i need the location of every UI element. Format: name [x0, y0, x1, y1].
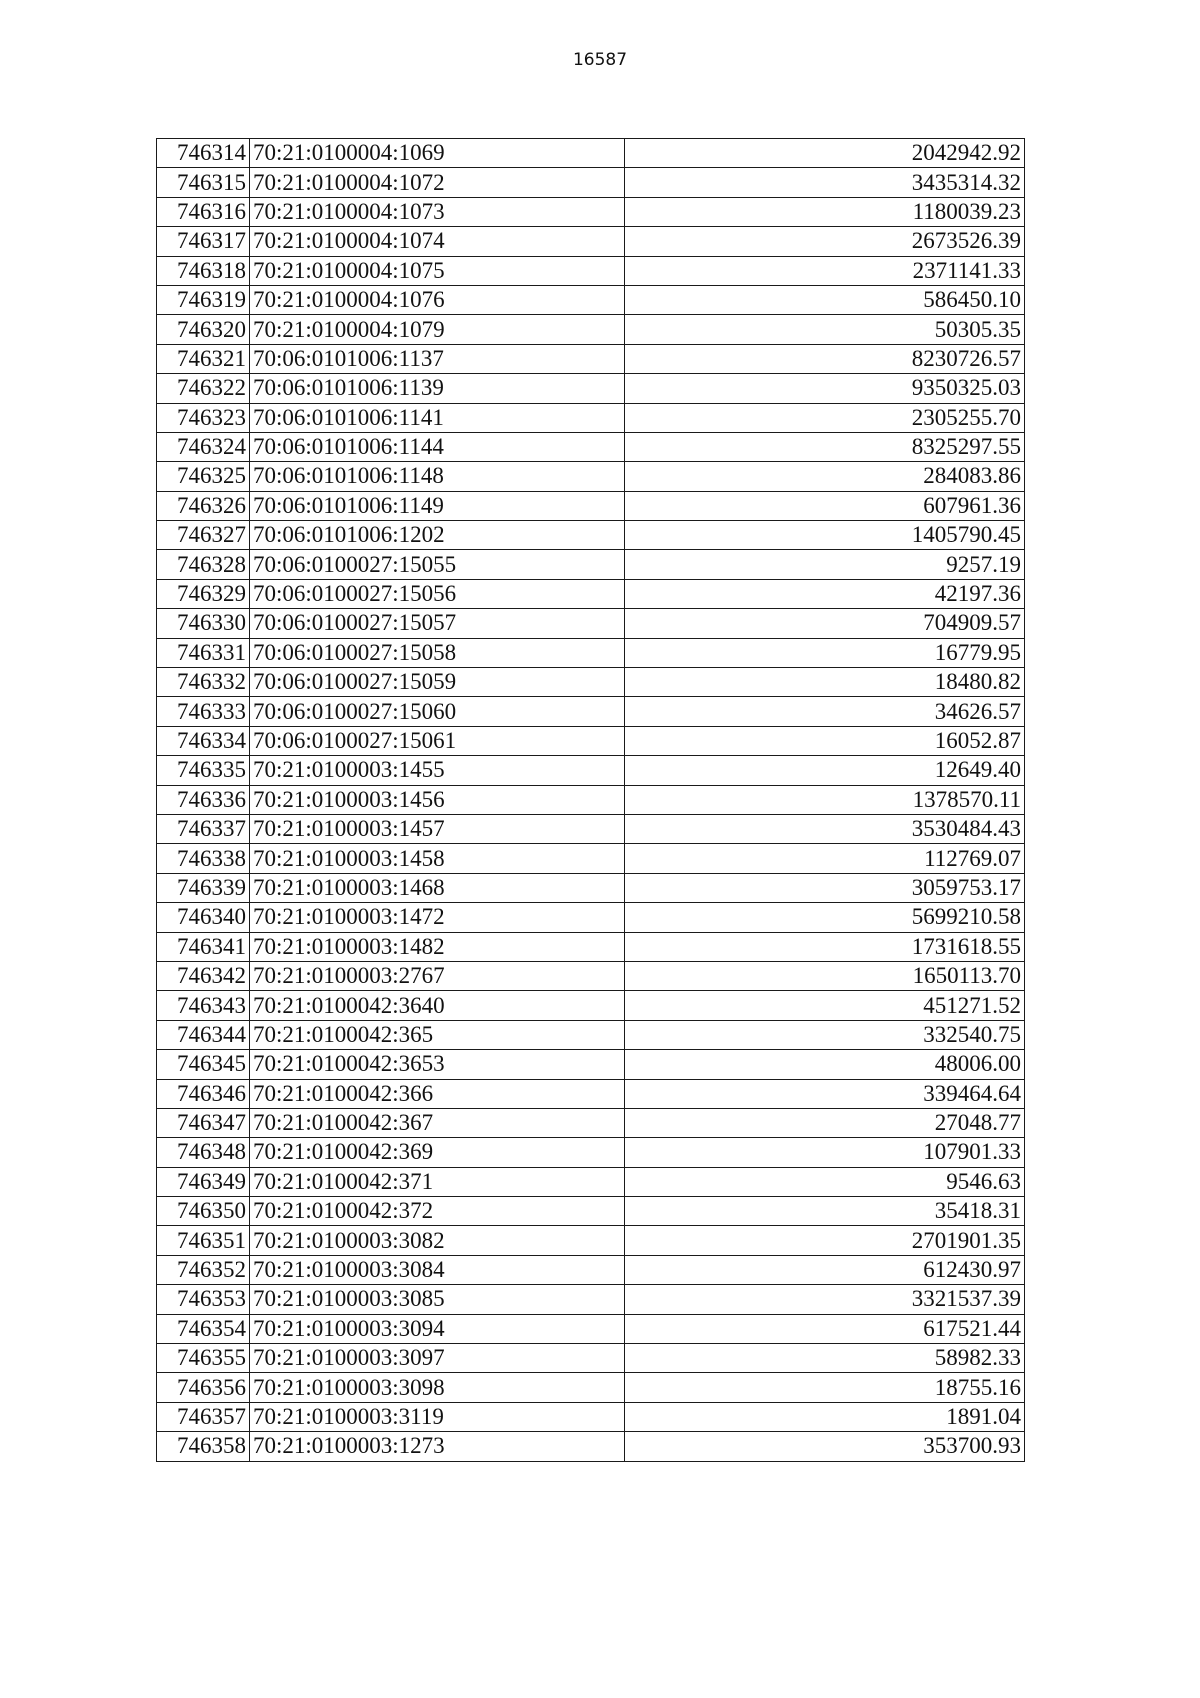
value-cell: 35418.31: [625, 1197, 1025, 1226]
table-row: [157, 315, 1025, 344]
record-number-cell: 746346: [157, 1079, 250, 1108]
cadastral-number-cell: 70:21:0100003:1472: [250, 903, 625, 932]
table-row: [157, 256, 1025, 285]
table-row: [157, 139, 1025, 168]
cadastral-number-cell: 70:21:0100004:1073: [250, 197, 625, 226]
cadastral-number-cell: 70:06:0100027:15058: [250, 638, 625, 667]
cadastral-number-cell: 70:21:0100004:1079: [250, 315, 625, 344]
record-number-cell: 746328: [157, 550, 250, 579]
value-cell: 5699210.58: [625, 903, 1025, 932]
record-number-cell: 746349: [157, 1167, 250, 1196]
cadastral-number-cell: 70:21:0100003:1273: [250, 1432, 625, 1461]
value-cell: 586450.10: [625, 285, 1025, 314]
table-row: [157, 756, 1025, 785]
table-row: [157, 1138, 1025, 1167]
value-cell: 16779.95: [625, 638, 1025, 667]
table-row: [157, 1108, 1025, 1137]
record-number-cell: 746315: [157, 168, 250, 197]
value-cell: 8230726.57: [625, 344, 1025, 373]
table-row: [157, 697, 1025, 726]
cadastral-number-cell: 70:21:0100004:1075: [250, 256, 625, 285]
table-row: [157, 638, 1025, 667]
record-number-cell: 746354: [157, 1314, 250, 1343]
cadastral-number-cell: 70:06:0100027:15061: [250, 726, 625, 755]
table-row: [157, 991, 1025, 1020]
cadastral-number-cell: 70:06:0101006:1148: [250, 462, 625, 491]
cadastral-number-cell: 70:06:0101006:1141: [250, 403, 625, 432]
value-cell: 617521.44: [625, 1314, 1025, 1343]
record-number-cell: 746353: [157, 1285, 250, 1314]
record-number-cell: 746323: [157, 403, 250, 432]
table-row: [157, 1344, 1025, 1373]
value-cell: 58982.33: [625, 1344, 1025, 1373]
cadastral-number-cell: 70:21:0100004:1074: [250, 227, 625, 256]
record-number-cell: 746316: [157, 197, 250, 226]
record-number-cell: 746327: [157, 521, 250, 550]
value-cell: 2701901.35: [625, 1226, 1025, 1255]
table-row: [157, 432, 1025, 461]
record-number-cell: 746348: [157, 1138, 250, 1167]
table-row: [157, 814, 1025, 843]
value-cell: 9257.19: [625, 550, 1025, 579]
record-number-cell: 746355: [157, 1344, 250, 1373]
cadastral-number-cell: 70:21:0100003:1458: [250, 844, 625, 873]
record-number-cell: 746314: [157, 139, 250, 168]
record-number-cell: 746357: [157, 1402, 250, 1431]
value-cell: 607961.36: [625, 491, 1025, 520]
table-row: [157, 1020, 1025, 1049]
value-cell: 1405790.45: [625, 521, 1025, 550]
table-row: [157, 932, 1025, 961]
table-row: [157, 1373, 1025, 1402]
table-row: [157, 374, 1025, 403]
cadastral-number-cell: 70:21:0100003:3082: [250, 1226, 625, 1255]
record-number-cell: 746356: [157, 1373, 250, 1402]
value-cell: 1378570.11: [625, 785, 1025, 814]
table-row: [157, 1167, 1025, 1196]
value-cell: 332540.75: [625, 1020, 1025, 1049]
value-cell: 12649.40: [625, 756, 1025, 785]
table-row: [157, 903, 1025, 932]
cadastral-number-cell: 70:21:0100003:3094: [250, 1314, 625, 1343]
record-number-cell: 746347: [157, 1108, 250, 1137]
record-number-cell: 746318: [157, 256, 250, 285]
value-cell: 2673526.39: [625, 227, 1025, 256]
cadastral-number-cell: 70:21:0100042:369: [250, 1138, 625, 1167]
record-number-cell: 746324: [157, 432, 250, 461]
record-number-cell: 746325: [157, 462, 250, 491]
value-cell: 339464.64: [625, 1079, 1025, 1108]
cadastral-number-cell: 70:21:0100003:2767: [250, 961, 625, 990]
cadastral-number-cell: 70:21:0100003:1455: [250, 756, 625, 785]
value-cell: 3059753.17: [625, 873, 1025, 902]
value-cell: 2371141.33: [625, 256, 1025, 285]
cadastral-number-cell: 70:21:0100042:371: [250, 1167, 625, 1196]
record-number-cell: 746344: [157, 1020, 250, 1049]
record-number-cell: 746319: [157, 285, 250, 314]
record-number-cell: 746320: [157, 315, 250, 344]
table-row: [157, 1285, 1025, 1314]
record-number-cell: 746326: [157, 491, 250, 520]
table-row: [157, 609, 1025, 638]
cadastral-number-cell: 70:21:0100003:1482: [250, 932, 625, 961]
cadastral-number-cell: 70:21:0100003:3098: [250, 1373, 625, 1402]
value-cell: 112769.07: [625, 844, 1025, 873]
record-number-cell: 746343: [157, 991, 250, 1020]
value-cell: 48006.00: [625, 1050, 1025, 1079]
value-cell: 3435314.32: [625, 168, 1025, 197]
value-cell: 8325297.55: [625, 432, 1025, 461]
table-row: [157, 1226, 1025, 1255]
record-number-cell: 746322: [157, 374, 250, 403]
table-row: [157, 168, 1025, 197]
record-number-cell: 746352: [157, 1255, 250, 1284]
cadastral-number-cell: 70:06:0101006:1139: [250, 374, 625, 403]
table-row: [157, 403, 1025, 432]
table-row: [157, 491, 1025, 520]
value-cell: 34626.57: [625, 697, 1025, 726]
table-row: [157, 197, 1025, 226]
cadastral-number-cell: 70:06:0100027:15056: [250, 579, 625, 608]
table-row: [157, 961, 1025, 990]
record-number-cell: 746332: [157, 668, 250, 697]
record-number-cell: 746330: [157, 609, 250, 638]
table-row: [157, 462, 1025, 491]
page-number: 16587: [572, 50, 628, 70]
cadastral-number-cell: 70:21:0100003:3097: [250, 1344, 625, 1373]
record-number-cell: 746351: [157, 1226, 250, 1255]
table-row: [157, 873, 1025, 902]
table-row: [157, 1255, 1025, 1284]
table-row: [157, 1050, 1025, 1079]
record-number-cell: 746329: [157, 579, 250, 608]
cadastral-number-cell: 70:06:0100027:15060: [250, 697, 625, 726]
cadastral-number-cell: 70:21:0100042:366: [250, 1079, 625, 1108]
table-row: [157, 1197, 1025, 1226]
record-number-cell: 746345: [157, 1050, 250, 1079]
record-number-cell: 746338: [157, 844, 250, 873]
cadastral-number-cell: 70:21:0100042:372: [250, 1197, 625, 1226]
cadastral-number-cell: 70:21:0100003:3084: [250, 1255, 625, 1284]
value-cell: 1650113.70: [625, 961, 1025, 990]
records-table: [156, 138, 1025, 1462]
record-number-cell: 746358: [157, 1432, 250, 1461]
value-cell: 18480.82: [625, 668, 1025, 697]
records-table-body: [157, 139, 1025, 1462]
value-cell: 16052.87: [625, 726, 1025, 755]
cadastral-number-cell: 70:21:0100003:1456: [250, 785, 625, 814]
record-number-cell: 746340: [157, 903, 250, 932]
table-row: [157, 785, 1025, 814]
cadastral-number-cell: 70:21:0100004:1076: [250, 285, 625, 314]
cadastral-number-cell: 70:21:0100004:1069: [250, 139, 625, 168]
table-row: [157, 285, 1025, 314]
cadastral-number-cell: 70:21:0100042:3640: [250, 991, 625, 1020]
value-cell: 42197.36: [625, 579, 1025, 608]
cadastral-number-cell: 70:06:0101006:1137: [250, 344, 625, 373]
value-cell: 2042942.92: [625, 139, 1025, 168]
value-cell: 1731618.55: [625, 932, 1025, 961]
value-cell: 704909.57: [625, 609, 1025, 638]
value-cell: 3321537.39: [625, 1285, 1025, 1314]
value-cell: 3530484.43: [625, 814, 1025, 843]
cadastral-number-cell: 70:06:0100027:15057: [250, 609, 625, 638]
table-row: [157, 668, 1025, 697]
cadastral-number-cell: 70:21:0100042:365: [250, 1020, 625, 1049]
record-number-cell: 746337: [157, 814, 250, 843]
record-number-cell: 746341: [157, 932, 250, 961]
cadastral-number-cell: 70:21:0100042:367: [250, 1108, 625, 1137]
value-cell: 50305.35: [625, 315, 1025, 344]
cadastral-number-cell: 70:06:0101006:1202: [250, 521, 625, 550]
value-cell: 27048.77: [625, 1108, 1025, 1137]
table-row: [157, 521, 1025, 550]
record-number-cell: 746339: [157, 873, 250, 902]
value-cell: 9546.63: [625, 1167, 1025, 1196]
value-cell: 612430.97: [625, 1255, 1025, 1284]
table-row: [157, 1402, 1025, 1431]
record-number-cell: 746336: [157, 785, 250, 814]
value-cell: 107901.33: [625, 1138, 1025, 1167]
cadastral-number-cell: 70:06:0101006:1149: [250, 491, 625, 520]
table-row: [157, 550, 1025, 579]
table-row: [157, 227, 1025, 256]
value-cell: 284083.86: [625, 462, 1025, 491]
value-cell: 9350325.03: [625, 374, 1025, 403]
value-cell: 1891.04: [625, 1402, 1025, 1431]
value-cell: 1180039.23: [625, 197, 1025, 226]
table-row: [157, 1079, 1025, 1108]
value-cell: 451271.52: [625, 991, 1025, 1020]
table-row: [157, 1314, 1025, 1343]
value-cell: 353700.93: [625, 1432, 1025, 1461]
table-row: [157, 344, 1025, 373]
cadastral-number-cell: 70:06:0100027:15055: [250, 550, 625, 579]
table-row: [157, 579, 1025, 608]
table-row: [157, 726, 1025, 755]
record-number-cell: 746333: [157, 697, 250, 726]
record-number-cell: 746331: [157, 638, 250, 667]
cadastral-number-cell: 70:21:0100004:1072: [250, 168, 625, 197]
record-number-cell: 746342: [157, 961, 250, 990]
record-number-cell: 746321: [157, 344, 250, 373]
table-row: [157, 1432, 1025, 1461]
table-row: [157, 844, 1025, 873]
cadastral-number-cell: 70:21:0100042:3653: [250, 1050, 625, 1079]
record-number-cell: 746334: [157, 726, 250, 755]
record-number-cell: 746335: [157, 756, 250, 785]
record-number-cell: 746350: [157, 1197, 250, 1226]
cadastral-number-cell: 70:21:0100003:1468: [250, 873, 625, 902]
record-number-cell: 746317: [157, 227, 250, 256]
cadastral-number-cell: 70:21:0100003:3119: [250, 1402, 625, 1431]
value-cell: 18755.16: [625, 1373, 1025, 1402]
value-cell: 2305255.70: [625, 403, 1025, 432]
cadastral-number-cell: 70:06:0100027:15059: [250, 668, 625, 697]
cadastral-number-cell: 70:21:0100003:3085: [250, 1285, 625, 1314]
cadastral-number-cell: 70:21:0100003:1457: [250, 814, 625, 843]
cadastral-number-cell: 70:06:0101006:1144: [250, 432, 625, 461]
